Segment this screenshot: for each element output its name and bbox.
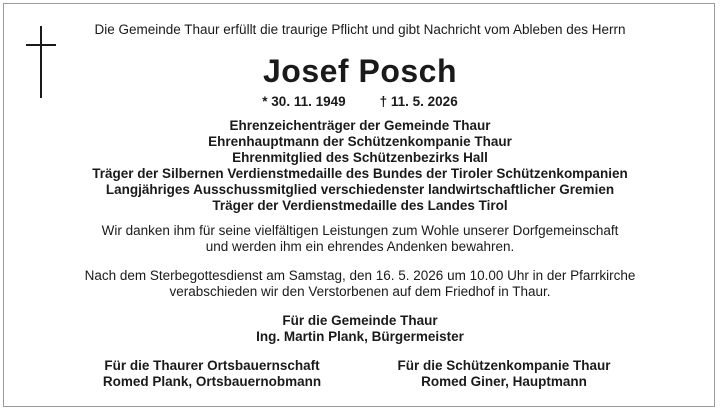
signature-left-org: Für die Thaurer Ortsbauernschaft [104, 358, 320, 373]
thanks-line: und werden ihm ein ehrendes Andenken bewahren. [205, 239, 515, 254]
honor-line: Langjähriges Ausschussmitglied verschiedenster landwirtschaftlicher Gremien [105, 182, 615, 197]
funeral-line: Nach dem Sterbegottesdienst am Samstag, den 16. 5. 2026 um 10.00 Uhr in der Pfarrkirche [84, 268, 636, 283]
signature-right-org: Für die Schützenkompanie Thaur [397, 358, 611, 373]
honor-line: Ehrenmitglied des Schützenbezirks Hall [232, 150, 488, 165]
signature-right-person: Romed Giner, Hauptmann [421, 374, 587, 389]
death-date: † 11. 5. 2026 [379, 94, 458, 109]
thanks-line: Wir danken ihm für seine vielfältigen Leistungen zum Wohle unserer Dorfgemeinschaft [101, 223, 619, 238]
honor-line: Träger der Verdienstmedaille des Landes Tirol [212, 198, 508, 213]
honor-line: Ehrenhauptmann der Schützenkompanie Thaur [208, 134, 512, 149]
funeral-line: verabschieden wir den Verstorbenen auf dem Friedhof in Thaur. [169, 284, 551, 299]
signature-left-person: Romed Plank, Ortsbauernobmann [102, 374, 322, 389]
life-dates [0, 93, 720, 110]
honor-line: Träger der Silbernen Verdienstmedaille des Bundes der Tiroler Schützenkompanien [92, 166, 628, 181]
intro-text: Die Gemeinde Thaur erfüllt die traurige Pflicht und gibt Nachricht vom Ableben des Herrn [94, 22, 626, 37]
deceased-name: Josef Posch [262, 53, 457, 89]
signature-main-org: Für die Gemeinde Thaur [282, 313, 438, 328]
honor-line: Ehrenzeichenträger der Gemeinde Thaur [229, 118, 491, 133]
birth-date: * 30. 11. 1949 [262, 94, 346, 109]
signature-main-person: Ing. Martin Plank, Bürgermeister [256, 329, 464, 344]
